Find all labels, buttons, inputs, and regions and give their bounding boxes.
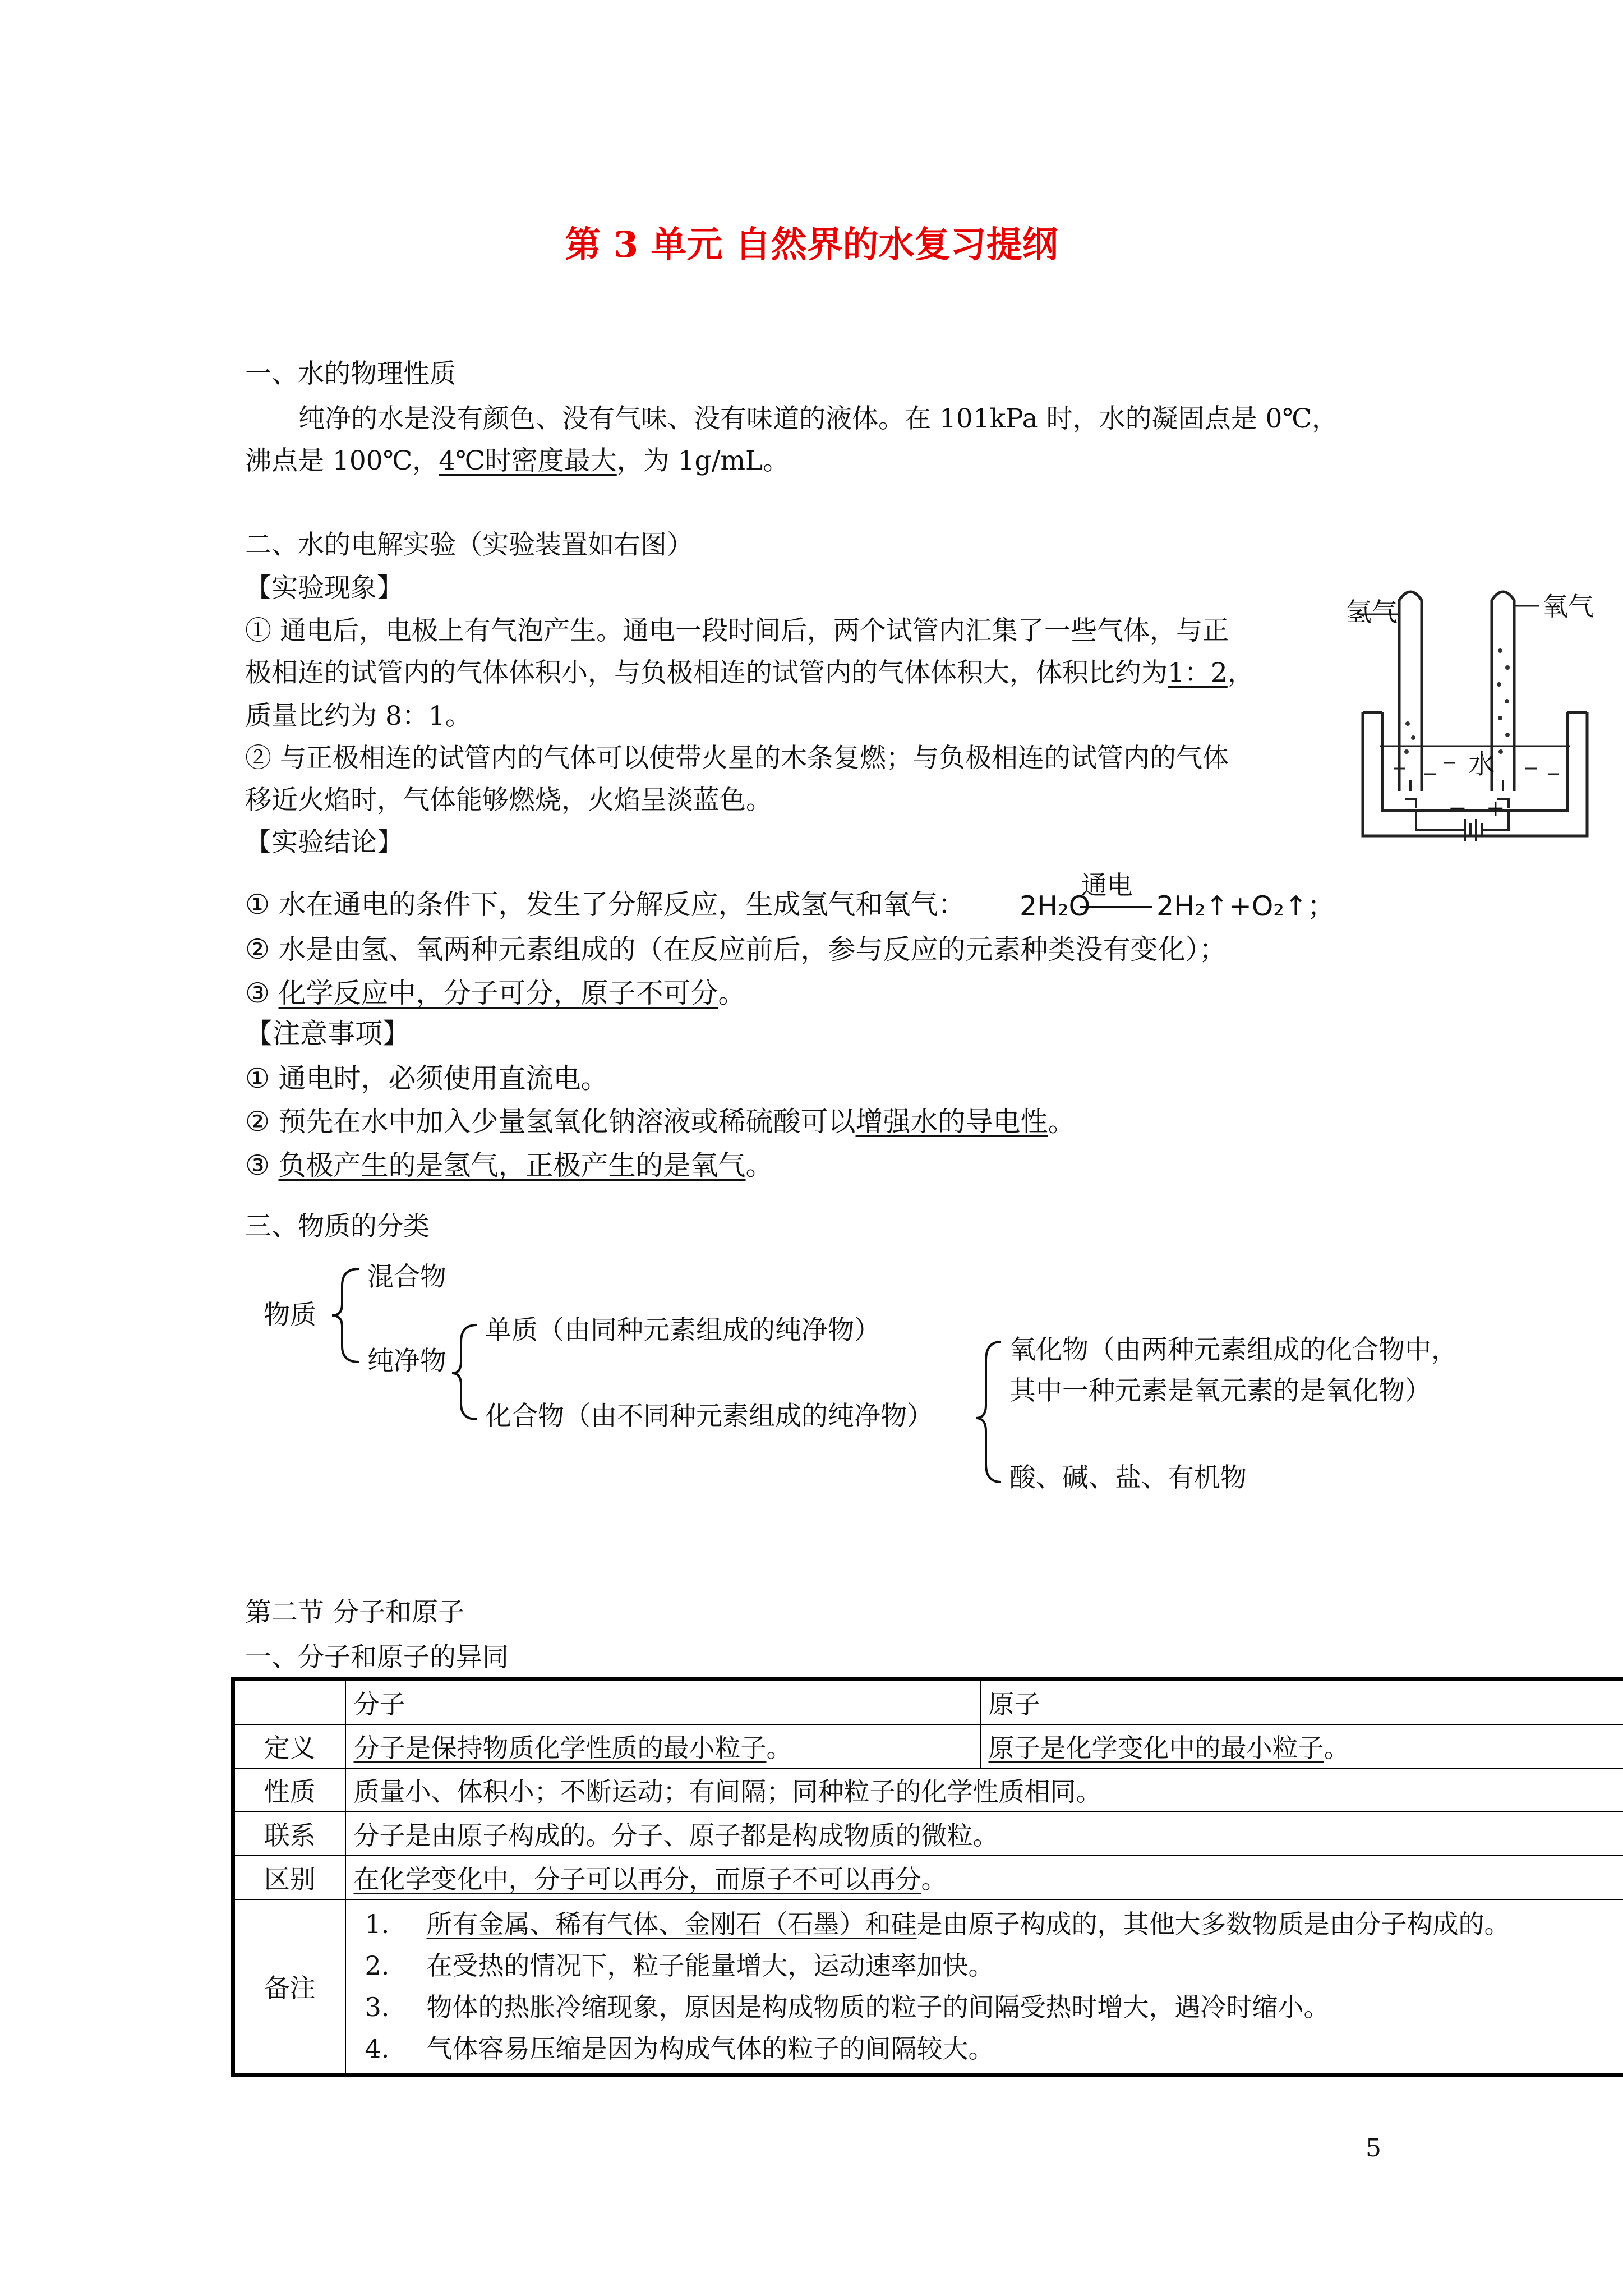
equation-left: 2H₂O: [1020, 890, 1091, 922]
tree-acid: 酸、碱、盐、有机物: [1009, 1462, 1247, 1493]
note-line-3: ③ 负极产生的是氢气，正极产生的是氧气。: [245, 1149, 773, 1181]
cell-definition-atom: 原子是化学变化中的最小粒子。: [980, 1724, 1623, 1768]
table-header-row: [233, 1680, 1623, 1725]
section-1-line-1: 纯净的水是没有颜色、没有气味、没有味道的液体。在 101kPa 时，水的凝固点是 0℃，: [298, 403, 1339, 434]
cell-definition-molecule: 分子是保持物质化学性质的最小粒子。: [345, 1724, 980, 1768]
row-label-notes: 备注: [233, 1899, 345, 2075]
header-atom: 原子: [980, 1680, 1623, 1725]
row-label-definition: 定义: [233, 1724, 345, 1768]
row-label-property: 性质: [233, 1768, 345, 1812]
note-item: 1. 所有金属、稀有气体、金刚石（石墨）和硅是由原子构成的，其他大多数物质是由分子构成的。: [365, 1909, 1510, 1939]
table-row-relation: [233, 1812, 1623, 1856]
cell-notes: [345, 1899, 1623, 2075]
note-item: 4. 气体容易压缩是因为构成气体的粒子的间隔较大。: [365, 2033, 994, 2064]
brace-1: [332, 1269, 359, 1362]
header-molecule: 分子: [345, 1680, 980, 1725]
section-2-heading: 二、水的电解实验（实验装置如右图）: [245, 530, 693, 560]
conclusion-line-2: ② 水是由氢、氧两种元素组成的（在反应前后，参与反应的元素种类没有变化）；: [245, 933, 1227, 965]
tree-oxide-line-1: 氧化物（由两种元素组成的化合物中，: [1009, 1335, 1458, 1365]
table-corner-cell: [233, 1680, 345, 1725]
section-3-heading: 三、物质的分类: [245, 1211, 430, 1242]
phenomena-heading: 【实验现象】: [245, 573, 403, 604]
cell-relation: 分子是由原子构成的。分子、原子都是构成物质的微粒。: [345, 1812, 1623, 1856]
tree-compound: 化合物（由不同种元素组成的纯净物）: [485, 1401, 933, 1432]
phenomena-line-5: 移近火焰时，气体能够燃烧，火焰呈淡蓝色。: [245, 785, 772, 816]
conclusion-line-1: ① 水在通电的条件下，发生了分解反应，生成氢气和氧气：: [245, 889, 966, 921]
hydrogen-label: 氢气: [1346, 597, 1398, 627]
tree-oxide-line-2: 其中一种元素是氧元素的是氧化物）: [1009, 1375, 1431, 1406]
brace-3: [976, 1342, 1001, 1482]
minus-label: −: [1448, 795, 1467, 821]
table-row-property: [233, 1768, 1623, 1812]
cell-property: 质量小、体积小；不断运动；有间隔；同种粒子的化学性质相同。: [345, 1768, 1623, 1812]
chapter-heading: 第二节 分子和原子: [245, 1597, 464, 1628]
equation-condition: 通电: [1081, 870, 1133, 900]
tree-pure: 纯净物: [367, 1346, 446, 1377]
molecule-atom-table: [231, 1677, 1623, 2077]
note-item: 3. 物体的热胀冷缩现象，原因是构成物质的粒子的间隔受热时增大，遇冷时缩小。: [365, 1992, 1330, 2022]
cell-difference: 在化学变化中，分子可以再分，而原子不可以再分。: [345, 1856, 1623, 1899]
table-row-definition: [233, 1724, 1623, 1768]
table-row-notes: [233, 1899, 1623, 2075]
density-underline: 4℃时密度最大: [439, 445, 617, 476]
section-1-heading: 一、水的物理性质: [245, 358, 456, 389]
note-line-1: ① 通电时，必须使用直流电。: [245, 1062, 608, 1094]
tree-mixture: 混合物: [367, 1262, 446, 1292]
section-1-line-2: 沸点是 100℃，4℃时密度最大，为 1g/mL。: [245, 445, 790, 476]
tree-root: 物质: [264, 1300, 316, 1331]
phenomena-line-2: 极相连的试管内的气体体积小，与负极相连的试管内的气体体积大，体积比约为1：2，: [245, 657, 1254, 688]
conclusion-line-3: ③ 化学反应中，分子可分，原子不可分。: [245, 977, 746, 1009]
table-caption: 一、分子和原子的异同: [245, 1642, 509, 1673]
phenomena-line-1: ① 通电后，电极上有气泡产生。通电一段时间后，两个试管内汇集了一些气体，与正: [245, 615, 1229, 646]
phenomena-line-3: 质量比约为 8：1。: [245, 701, 472, 731]
table-row-difference: [233, 1856, 1623, 1899]
phenomena-line-4: ② 与正极相连的试管内的气体可以使带火星的木条复燃；与负极相连的试管内的气体: [245, 743, 1229, 774]
plus-label: +: [1486, 795, 1505, 821]
volume-ratio: 1：2: [1168, 657, 1228, 688]
row-label-relation: 联系: [233, 1812, 345, 1856]
notes-heading: 【注意事项】: [245, 1018, 411, 1050]
tree-element: 单质（由同种元素组成的纯净物）: [485, 1315, 880, 1346]
equation-right: 2H₂↑+O₂↑；: [1156, 890, 1335, 922]
page-title: 第 3 单元 自然界的水复习提纲: [565, 224, 1058, 266]
note-line-2: ② 预先在水中加入少量氢氧化钠溶液或稀硫酸可以增强水的导电性。: [245, 1106, 1076, 1138]
brace-2: [452, 1325, 477, 1419]
oxygen-label: 氧气: [1542, 591, 1594, 622]
page-number: 5: [1366, 2134, 1381, 2162]
conclusion-heading: 【实验结论】: [245, 827, 403, 858]
note-item: 2. 在受热的情况下，粒子能量增大，运动速率加快。: [365, 1950, 994, 1981]
row-label-difference: 区别: [233, 1856, 345, 1899]
water-label: 水: [1468, 748, 1496, 780]
